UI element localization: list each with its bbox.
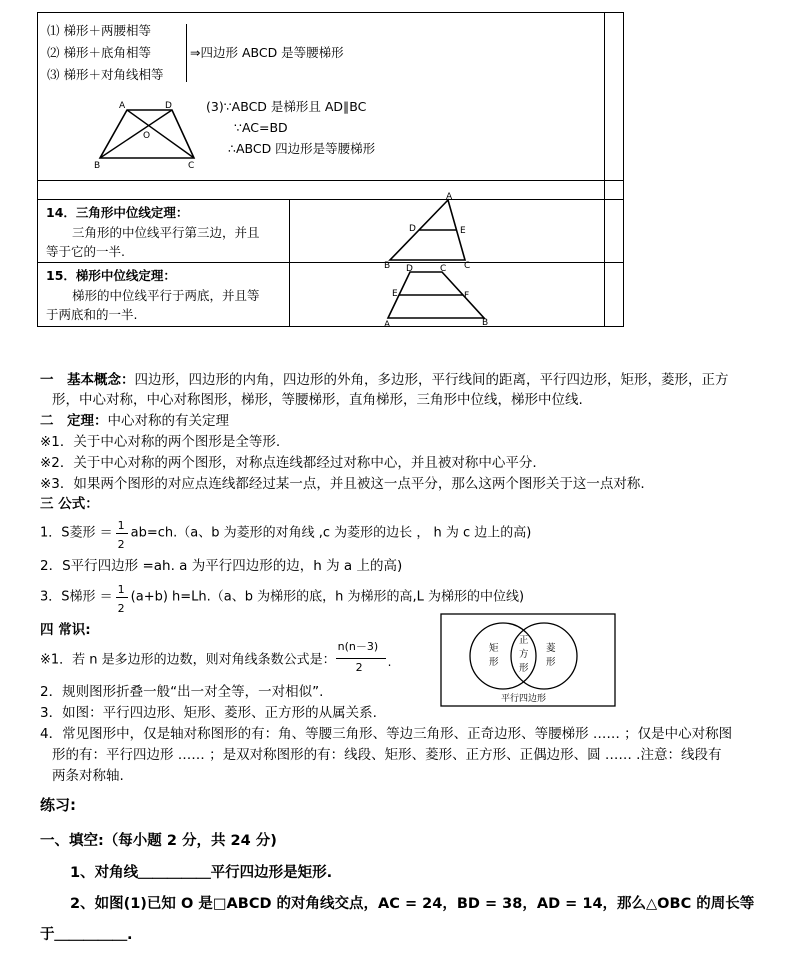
common-4-line1: 4．常见图形中，仅是轴对称图形的有：角、等腰三角形、等边三角形、正奇边形、等腰梯形 …… ；仅是中心对称图 [40,726,733,742]
venn-diagram [440,613,616,707]
theorem-2: ※2．关于中心对称的两个图形，对称点连线都经过对称中心，并且被对称中心平分. [40,455,537,471]
label-A: A [446,192,453,202]
row15-line1: 梯形的中位线平行于两底，并且等 [72,288,260,303]
common-2: 2．规则图形折叠一般“出一对全等，一对相似”. [40,684,324,700]
label-D: D [406,264,413,274]
question-2-line1: 2、如图(1)已知 O 是□ABCD 的对角线交点，AC = 24，BD = 38，AD = 14，那么△OBC 的周长等 [70,896,755,912]
row15-line2: 于两底和的一半. [46,307,138,322]
label-E: E [460,226,466,236]
row14-line1: 三角形的中位线平行第三边，并且 [72,225,260,240]
label-F: F [464,291,470,301]
condition-1: ⑴ 梯形＋两腰相等 [47,23,151,38]
label-C: C [464,261,471,270]
condition-3: ⑶ 梯形＋对角线相等 [47,67,164,82]
condition-2: ⑵ 梯形＋底角相等 [47,45,151,60]
label-B: B [384,261,391,270]
common-3: 3．如图：平行四边形、矩形、菱形、正方形的从属关系. [40,705,377,721]
proof-line-2: ∵AC=BD [234,120,288,135]
brace-line [186,24,187,82]
theorem-3: ※3．如果两个图形的对应点连线都经过某一点，并且被这一点平分，那么这两个图形关于这一点对称. [40,476,645,492]
common-4-line2: 形的有：平行四边形 …… ；是双对称图形的有：线段、矩形、菱形、正方形、正偶边形、圆 …… .注意：线段有 [52,747,722,763]
venn-middle-label: 正方形 [519,635,529,674]
label-D: D [165,101,172,111]
trapezoid-midline-figure [380,262,495,328]
label-C: C [188,161,195,170]
theorem-1: ※1．关于中心对称的两个图形是全等形. [40,434,281,450]
label-D: D [409,224,416,234]
venn-right-label: 菱形 [546,643,556,668]
label-A: A [119,101,126,111]
isoceles-trapezoid-figure [88,96,208,170]
common-1: ※1．若 n 是多边形的边数，则对角线条数公式是： n(n－3) 2 . [40,640,392,680]
formula-rhombus: 1．S菱形 ＝ $\frac{1}{2}$ ab=ch.（a、b 为菱形的对角线 ,c 为菱形的边长 ， h 为 c 边上的高) [40,516,531,550]
common-4-line3: 两条对称轴. [52,768,124,784]
label-A: A [384,320,391,328]
common-sense-heading: 四 常识: [40,622,91,638]
isoceles-conclusion: ⇒四边形 ABCD 是等腰梯形 [190,45,344,60]
formula-heading: 三 公式： [40,496,99,512]
label-C: C [440,264,447,274]
proof-line-3: ∴ABCD 四边形是等腰梯形 [228,141,376,156]
formula-parallelogram: 2．S平行四边形 =ah. a 为平行四边形的边，h 为 a 上的高) [40,558,403,574]
concepts-line-2: 形，中心对称，中心对称图形，梯形，等腰梯形，直角梯形，三角形中位线，梯形中位线. [52,392,583,408]
question-1: 1、对角线＿＿＿＿＿平行四边形是矩形. [70,865,333,881]
exercise-part1-heading: 一、填空:（每小题 2 分，共 24 分) [40,833,277,849]
fraction-half: $\frac{1}{2}$ [116,580,128,614]
exercise-heading: 练习: [40,796,76,814]
row14-line2: 等于它的一半. [46,244,125,259]
concepts-line-1: 一 基本概念：四边形，四边形的内角，四边形的外角，多边形，平行线间的距离，平行四边形，矩形，菱形，正方 [40,372,729,388]
label-B: B [94,161,101,170]
triangle-midline-figure [380,190,480,270]
row15-title: 15．梯形中位线定理： [46,268,176,283]
label-O: O [143,131,151,141]
label-B: B [482,318,489,328]
row14-title: 14．三角形中位线定理： [46,205,189,220]
question-2-line2: 于＿＿＿＿＿. [40,927,133,943]
diagonal-formula-fraction: n(n－3) 2 . [337,640,392,674]
formula-trapezoid: 3．S梯形 ＝ $\frac{1}{2}$ (a+b) h=Lh.（a、b 为梯形的底，h 为梯形的高,L 为梯形的中位线) [40,580,524,614]
theorem-heading: 二 定理：中心对称的有关定理 [40,413,229,429]
venn-outer-label: 平行四边形 [501,694,547,704]
venn-left-label: 矩形 [489,643,499,668]
label-E: E [392,289,398,299]
proof-line-1: (3)∵ABCD 是梯形且 AD∥BC [206,99,367,114]
section1-label: 一 基本概念： [40,372,135,388]
fraction-half: $\frac{1}{2}$ [116,516,128,550]
section2-label: 二 定理： [40,413,108,429]
